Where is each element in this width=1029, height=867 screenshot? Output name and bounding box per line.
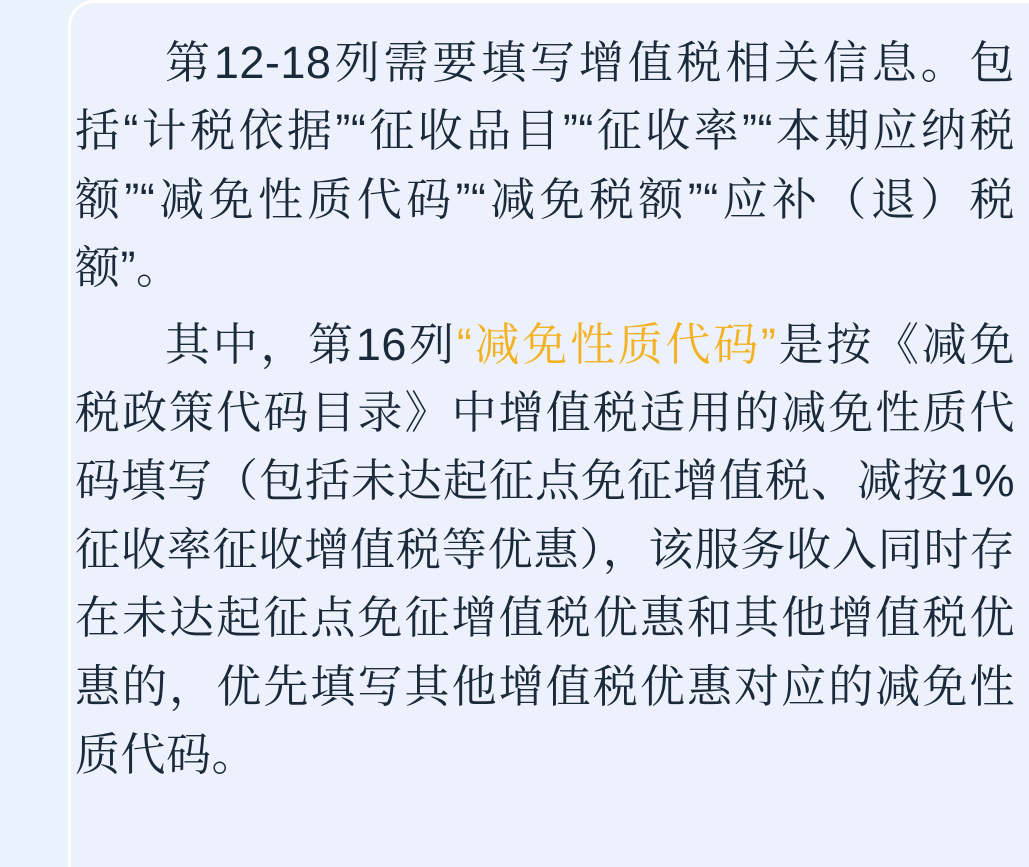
paragraph-2-segment-0: 其中，第16列: [165, 318, 457, 370]
paragraph-1-segment-0: 第12-18列需要填写增值税相关信息。包括“计税依据”“征收品目”“征收率”“本期应纳税额”“减免性质代码”“减免税额”“应补（退）税额”。: [75, 37, 1015, 294]
paragraph-2-segment-2: 是按《减免税政策代码目录》中增值税适用的减免性质代码填写（包括未达起征点免征增值税、减按1%征收率征收增值税等优惠），该服务收入同时存在未达起征点免征增值税优惠和其他增值税优惠的，优先填写其他增值税优惠对应的减免性质代码。: [75, 318, 1015, 780]
document-body: [71, 3, 1029, 789]
paragraph-1: [75, 29, 1015, 303]
content-card: [68, 0, 1029, 867]
paragraph-2: [75, 311, 1015, 790]
highlighted-term: “减免性质代码”: [456, 318, 777, 370]
